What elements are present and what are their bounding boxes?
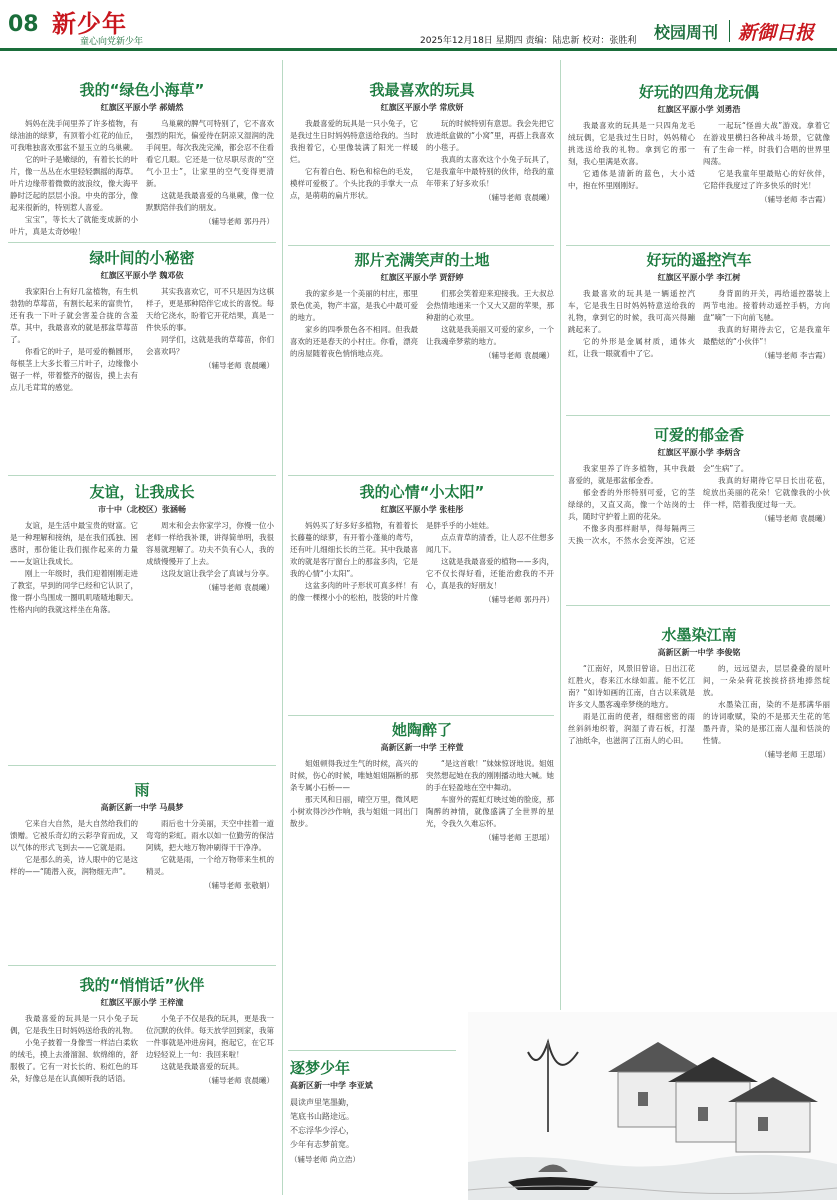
paragraph: 它通体是清新的蓝色，大小适中，抱在怀里刚刚好。 [568, 169, 695, 190]
article-title: 雨 [134, 781, 150, 799]
article-author: 红旗区平原小学 常欣妍 [380, 103, 464, 112]
newspaper-logo: 新御日报 [738, 22, 815, 44]
paragraph: 它是我童年里最贴心的好伙伴，它陪伴我度过了许多快乐的时光！ [703, 169, 830, 190]
poem-line: 晨读声里笔墨勤， [290, 1098, 354, 1107]
masthead-subtitle: 童心向党新少年 [80, 37, 144, 47]
article-body [10, 286, 274, 394]
article-body [568, 120, 830, 205]
paragraph: 乌巢蕨的脾气可特别了，它不喜欢强烈的阳光，偏爱待在阴凉又湿润的洗手间里。每次我洗完澡，都会忍不住看看它几眼。它还是一位尽职尽责的“空气小卫士”，让家里的空气变得更清新。 [146, 119, 274, 188]
article-laughing-land [290, 250, 554, 470]
article-title: 友谊，让我成长 [89, 483, 195, 501]
header-divider [729, 20, 730, 42]
masthead-title: 新少年 [52, 9, 127, 38]
poem-dream-chasing [290, 1058, 458, 1196]
article-author: 高新区新一中学 李俊铭 [657, 648, 741, 657]
paragraph: 雨是江南的使者，细细密密的雨丝斜斜地织着，润湿了青石板，打湿了油纸伞，也滋润了江南人的心田。 [568, 712, 695, 745]
paragraph: 友谊，是生活中最宝贵的财富。它是一种理解和接纳，是在我们孤独、困惑时，那份能让我们振作起来的力量——友谊让我成长。 [10, 521, 138, 566]
poem-line: 少年有志梦前宽。 [290, 1140, 354, 1149]
teacher-credit: （辅导老师 郭丹丹） [204, 217, 274, 226]
paragraph: 我真的太喜欢这个小兔子玩具了，它是我童年中最特别的伙伴，给我的童年带来了好多欢乐！ [426, 155, 554, 188]
article-body [10, 1013, 274, 1086]
article-whisper-partner [10, 975, 274, 1195]
row-divider [288, 245, 554, 246]
paragraph: 小兔子不仅是我的玩具，更是我一位沉默的伙伴。每天放学回到家，我第一件事就是冲进房间，抱起它，在它耳边轻轻说上一句：我回来啦！ [146, 1014, 274, 1059]
paragraph: 玩的时候特别有意思。我会先把它放进纸盒做的“小窝”里，再搭上我喜欢的小毯子。 [426, 119, 554, 152]
paragraph: 不像多肉那样耐旱，得每隔两三天换一次水，不然水会变浑浊，它还会“生病”了。 [568, 464, 749, 545]
article-author: 市十中（北校区）张涵畅 [98, 505, 186, 514]
paragraph: 你看它的叶子，是可爱的椭圆形，每根茎上大多长着三片叶子，边缘像小锯子一样，带着整齐的锯齿，摸上去有点儿毛茸茸的感觉。 [10, 347, 138, 392]
row-divider [8, 475, 276, 476]
paragraph: 姐姐顿得我过生气的时候，高兴的时候，伤心的时候，唯她姐姐隔断的那条专属小石桥—— [290, 759, 418, 792]
paragraph: 我真的好期待去它，它是我童年最酷炫的“小伙伴”！ [703, 325, 830, 346]
paragraph: 其实我喜欢它，可不只是因为这棋样子，更是那种陪伴它成长的喜悦。每天给它浇水，盼着它开花结果，真是一件快乐的事。 [146, 287, 274, 332]
article-body [10, 520, 274, 616]
paragraph: 一起玩“怪兽大战”游戏。拿着它在游戏里横扫各种战斗场景，它就像有了生命一样，时我们合唱的世界里闯荡。 [703, 121, 830, 166]
article-ink-jiangnan [568, 625, 830, 1010]
paragraph: 它来自大自然，是大自然给我们的馈赠。它被乐奇幻的云彩孕育而成，又以气体的形式飞到去——它就是雨。 [10, 819, 138, 852]
column-divider [282, 60, 283, 1195]
paragraph: 我家阳台上有好几盆植物，有生机勃勃的草莓苗，有割长起来的富贵竹，还有我一下叶子就会害羞合拢的含羞草。其中，我最喜欢的就是那盆草莓苗了。 [10, 287, 138, 344]
article-body [290, 288, 554, 361]
article-body [290, 758, 554, 843]
teacher-credit: （辅导老师 郭丹丹） [484, 595, 554, 604]
article-author: 红旗区平原小学 刘勇浩 [657, 105, 741, 114]
paragraph: 我最喜爱的玩具是一只小兔子玩偶，它是我生日时妈妈送给我的礼物。 [10, 1014, 138, 1035]
article-rain [10, 780, 274, 960]
teacher-credit: （辅导老师 王思瑶） [760, 750, 830, 759]
paragraph: 它就是雨，一个给万物带来生机的精灵。 [146, 855, 274, 876]
article-title: 水墨染江南 [661, 626, 737, 644]
paragraph: 这就是我美丽又可爱的家乡，一个让我魂牵梦萦的地方。 [426, 325, 554, 346]
row-divider [288, 715, 554, 716]
paragraph: 这就是我最喜爱的植物——多肉，它不仅长得好看，还能治愈我的不开心，真是我的好朋友！ [426, 557, 554, 590]
article-author: 红旗区平原小学 李江树 [657, 273, 741, 282]
header-rule [0, 48, 837, 51]
paragraph: 刚上一年级时，我们迎着刚刚走进了教室，早到的同学已经和它认识了，像一群小鸟围成一圈叽叽喳喳地聊天。性格内向的我就这样坐在角落。 [10, 569, 138, 614]
teacher-credit: （辅导老师 袁晨曦） [484, 193, 554, 202]
column-divider [560, 60, 561, 1010]
row-divider [566, 605, 830, 606]
row-divider [8, 242, 276, 243]
article-author: 红旗区平原小学 郝婧然 [100, 103, 184, 112]
article-author: 高新区新一中学 王梓萱 [380, 743, 464, 752]
article-leaf-secret [10, 248, 274, 470]
article-author: 红旗区平原小学 贾舒婷 [380, 273, 464, 282]
article-title: 我的“悄悄话”伙伴 [79, 976, 205, 994]
paragraph: “是这首歌！”妹妹惊讶地说。姐姐突然想起她在我的刚刚播动地大喊。她的手在轻盈地在空中舞动。 [426, 759, 554, 792]
paragraph: 它的外形是金属材质，通体火红，让我一眼就看中了它。 [568, 337, 695, 358]
article-author: 红旗区平原小学 李炳含 [657, 448, 741, 457]
poem-author: 高新区新一中学 李亚斌 [290, 1081, 373, 1090]
paragraph: 身背面的开关，再给遥控器装上两节电池。接着转动遥控手柄，方向盘“嘀”一下向前飞驰。 [703, 289, 830, 322]
page-number: 08 [8, 12, 39, 37]
paragraph: 小兔子披着一身像雪一样洁白柔软的绒毛，摸上去滑溜溜、软绵绵的，舒服极了。它有一对长长的、粉红色的耳朵，好像总是在认真倾听我的话语。 [10, 1038, 138, 1083]
paragraph: 妈妈在洗手间里养了许多植物，有绿油油的绿萝，有顶着小红花的仙丘，可我唯独喜欢那盆不显玉立的乌巢蕨。 [10, 119, 138, 152]
article-body [290, 118, 554, 203]
article-title: 她陶醉了 [391, 721, 452, 739]
row-divider [288, 475, 554, 476]
teacher-credit: （辅导老师 王思瑶） [484, 833, 554, 842]
article-title: 那片充满笑声的土地 [354, 251, 490, 269]
teacher-credit: （辅导老师 袁晨曦） [760, 514, 830, 523]
teacher-credit: （辅导老师 李吉霞） [760, 351, 830, 360]
teacher-credit: （辅导老师 尚立浩） [290, 1155, 360, 1164]
article-she-was-enchanted [290, 720, 554, 1045]
row-divider [566, 415, 830, 416]
paragraph: 这段友谊让我学会了真诚与分享。 [161, 569, 274, 578]
row-divider [288, 1050, 456, 1051]
paragraph: “江南好，风景旧曾谙。日出江花红胜火，春来江水绿如蓝。能不忆江南？”如诗如画的江南，自古以来就是许多文人墨客魂牵梦绕的地方。 [568, 664, 695, 709]
paragraph: 雨后也十分美丽，天空中挂着一道弯弯的彩虹。雨水以如一位勤劳的保洁阿姨，把大地万物冲刷得干干净净。 [146, 819, 274, 852]
article-title: 我最喜欢的玩具 [369, 81, 475, 99]
paragraph: 们那会笑着迎来迎接我。王大叔总会热情地递来一个又大又甜的苹果，那种甜的心欢里。 [426, 289, 554, 322]
article-author: 高新区新一中学 马晨梦 [100, 803, 184, 812]
paragraph: 点点青草的清香，让人忍不住想多闻几下。 [426, 533, 554, 554]
row-divider [8, 965, 276, 966]
teacher-credit: （辅导老师 袁晨曦） [204, 1076, 274, 1085]
poem-line: 不忘浮华少浮心， [290, 1126, 354, 1135]
paragraph: 的，远远望去，层层叠叠的屋叶间，一朵朵荷花挨挨挤挤地捧然绽放。 [703, 664, 830, 697]
article-green-seaweed [10, 80, 274, 238]
paragraph: 那天风和日丽，晴空万里，微风吧小树欢得沙沙作响，我与姐姐一同出门散步。 [290, 795, 418, 828]
row-divider [8, 765, 276, 766]
issue-info: 2025年12月18日 星期四 责编：陆忠新 校对：张胜利 [420, 36, 637, 46]
teacher-credit: （辅导老师 袁晨曦） [204, 361, 274, 370]
paragraph: 车窗外的霓虹灯映过她的脸庞，那陶醉的神情，就像盛满了全世界的星光，令我久久难忘怀。 [426, 795, 554, 828]
paragraph: 周末和会去你家学习，你慢一位小老师一样给我补课，讲得简单明，我很容易就理解了。功夫不负有心人，我的成绩慢慢开了上去。 [146, 521, 274, 566]
article-body [568, 288, 830, 361]
paragraph: 我最喜欢的玩具是一只四角龙毛绒玩偶，它是我过生日时，妈妈精心挑选送给我的礼物。拿到它的那一刻，我心里满是欢喜。 [568, 121, 695, 166]
article-favorite-toy [290, 80, 554, 240]
article-dragon-plush [568, 82, 830, 240]
poem-line: 笔底书山路途远。 [290, 1112, 354, 1121]
paragraph: 它的叶子是嫩绿的，有着长长的叶片，像一丛丛在水里轻轻飘摇的海草。叶片边缘带着微微的波浪纹，像大海平静时泛起的层层小浪。中央的部分，像起来很新的，特别惹人喜爱。 [10, 155, 138, 212]
teacher-credit: （辅导老师 袁晨曦） [484, 351, 554, 360]
paragraph: 我最喜爱的玩具是一只小兔子，它是我过生日时妈妈特意送给我的。当时我抱着它，心里像装满了阳光一样暖烂。 [290, 119, 418, 164]
teacher-credit: （辅导老师 李吉霞） [760, 195, 830, 204]
teacher-credit: （辅导老师 张敬娟） [204, 881, 274, 890]
article-author: 红旗区平原小学 魏邓依 [100, 271, 184, 280]
article-tulip [568, 425, 830, 600]
ink-painting-illustration [468, 1012, 837, 1200]
paragraph: 家乡的四季景色各不相同。但我最喜欢的还是春天的小村庄。你看，漂亮的房屋随着夜色悄悄地点亮。 [290, 325, 418, 358]
paragraph: 我真的好期待它早日长出花苞，绽放出美丽的花朵！它就像我的小伙伴一样，陪着我度过每一天。 [703, 476, 830, 509]
paragraph: 它有着白色、粉色和棕色的毛发，模样可爱极了。个头比我的手掌大一点点，是萌萌的扁片形状。 [290, 167, 418, 200]
section-title: 校园周刊 [654, 23, 719, 42]
article-title: 好玩的四角龙玩偶 [638, 83, 759, 101]
page-header [0, 0, 837, 52]
article-body [568, 663, 830, 760]
paragraph: 我家里养了许多植物，其中我最喜爱的，就是那盆郁金香。 [568, 464, 695, 485]
paragraph: 同学们，这就是我的草莓苗，你们会喜欢吗？ [146, 335, 274, 356]
paragraph: 这就是我最喜爱的玩具。 [161, 1062, 244, 1071]
article-body [290, 520, 554, 605]
article-title: 我的心情“小太阳” [359, 483, 485, 501]
paragraph: 我的家乡是一个美丽的村庄，那里景色优美，物产丰富，是我心中最可爱的地方。 [290, 289, 418, 322]
article-body [10, 118, 274, 238]
article-body [568, 463, 830, 547]
article-title: 绿叶间的小秘密 [89, 249, 195, 267]
article-rc-car [568, 250, 830, 410]
article-little-sun [290, 482, 554, 710]
paragraph: 郁金香的外形特别可爱，它的茎绿绿的，又直又高，像一个站岗的士兵，随时守护着上面的花朵。 [568, 488, 695, 521]
paragraph: 它是那么的美，诗人眼中的它是这样的——“随潜入夜，润物细无声”。 [10, 855, 138, 876]
paragraph: 我最喜欢的玩具是一辆遥控汽车，它是我生日时妈妈特意送给我的礼物，拿到它的时候，我可高兴得蹦跳起来了。 [568, 289, 695, 334]
article-author: 红旗区平原小学 王梓潼 [100, 998, 184, 1007]
paragraph: 水墨染江南，染的不是那满华丽的诗词歌赋，染的不是那天生花的笔墨丹青，染的是那江南人温和恬淡的性情。 [703, 700, 830, 745]
poem-title: 逐梦少年 [290, 1059, 351, 1077]
paragraph: 宝宝”，等长大了就能变成新的小叶片，真是太奇妙啦！ [10, 215, 138, 236]
paragraph: 这盆多肉的叶子形状可真多样！有的像一棵棵小小的松柏，肢袋的叶片像是胖乎乎的小娃娃。 [290, 521, 494, 602]
paragraph: 这就是我最喜爱的乌巢蕨，像一位默默陪伴我们的朋友。 [146, 191, 274, 212]
teacher-credit: （辅导老师 袁晨曦） [204, 583, 274, 592]
paragraph: 妈妈买了好多好多植物，有着着长长藤蔓的绿萝，有开着小蓬巢的鸢芍，还有叶儿细细长长的兰花。其中我最喜欢的就是客厅窗台上的那盆多肉，它是我的心情“小太阳”。 [290, 521, 418, 578]
article-body [10, 818, 274, 891]
article-friendship [10, 482, 274, 760]
article-author: 红旗区平原小学 张桂彤 [380, 505, 464, 514]
article-title: 好玩的遥控汽车 [646, 251, 752, 269]
article-title: 我的“绿色小海草” [79, 81, 205, 99]
row-divider [566, 245, 830, 246]
article-title: 可爱的郁金香 [653, 426, 744, 444]
